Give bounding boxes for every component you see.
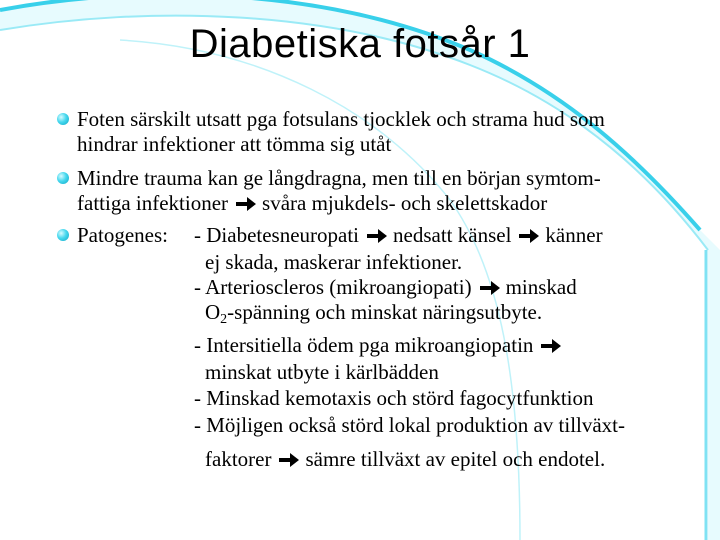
bullet-1-line-2: hindrar infektioner att tömma sig utåt bbox=[77, 132, 392, 156]
right-arrow-icon bbox=[367, 229, 387, 243]
patogenes-item-3 bbox=[194, 333, 567, 357]
right-arrow-icon bbox=[541, 339, 561, 353]
bullet-2-text-a: fattiga infektioner bbox=[77, 191, 229, 215]
patogenes-item-2 bbox=[194, 275, 577, 299]
bullet-1-line-1: Foten särskilt utsatt pga fotsulans tjocklek och strama hud som bbox=[77, 107, 605, 131]
right-arrow-icon bbox=[236, 197, 256, 211]
patogenes-item-2-cont bbox=[205, 300, 543, 327]
right-arrow-icon bbox=[519, 229, 539, 243]
slide-title: Diabetiska fotsår 1 bbox=[189, 22, 531, 66]
item-1-text-a: - Diabetesneuropati bbox=[194, 223, 360, 247]
item-2-text-a: - Arterioscleros (mikroangiopati) bbox=[194, 275, 472, 299]
patogenes-item-5: - Möjligen också störd lokal produktion av tillväxt- bbox=[194, 413, 626, 437]
patogenes-item-1 bbox=[194, 223, 603, 247]
right-arrow-icon bbox=[480, 281, 500, 295]
patogenes-label: Patogenes: bbox=[77, 223, 168, 247]
patogenes-item-1-cont: ej skada, maskerar infektioner. bbox=[205, 250, 463, 274]
item-1-text-b: nedsatt känsel bbox=[393, 223, 512, 247]
bullet-dot-icon bbox=[57, 172, 69, 184]
item-2-text-b: minskad bbox=[505, 275, 577, 299]
bullet-dot-icon bbox=[57, 113, 69, 125]
patogenes-item-4: - Minskad kemotaxis och störd fagocytfunktion bbox=[194, 386, 594, 410]
item-2-cont-prefix: O bbox=[205, 300, 221, 324]
patogenes-item-5-cont bbox=[205, 447, 605, 471]
bullet-dot-icon bbox=[57, 229, 69, 241]
patogenes-item-3-cont: minskat utbyte i kärlbädden bbox=[205, 360, 439, 384]
right-arrow-icon bbox=[279, 453, 299, 467]
bullet-2-line-2 bbox=[77, 191, 547, 215]
item-3-text-a: - Intersitiella ödem pga mikroangiopatin bbox=[194, 333, 534, 357]
item-1-text-c: känner bbox=[545, 223, 603, 247]
bullet-2-line-1: Mindre trauma kan ge långdragna, men till en början symtom- bbox=[77, 166, 601, 190]
item-5-cont-b: sämre tillväxt av epitel och endotel. bbox=[305, 447, 606, 471]
item-2-cont-rest: -spänning och minskat näringsutbyte. bbox=[227, 300, 543, 324]
item-5-cont-a: faktorer bbox=[205, 447, 272, 471]
bullet-2-text-b: svåra mjukdels- och skelettskador bbox=[262, 191, 548, 215]
item-2-cont-subscript: 2 bbox=[220, 312, 228, 327]
